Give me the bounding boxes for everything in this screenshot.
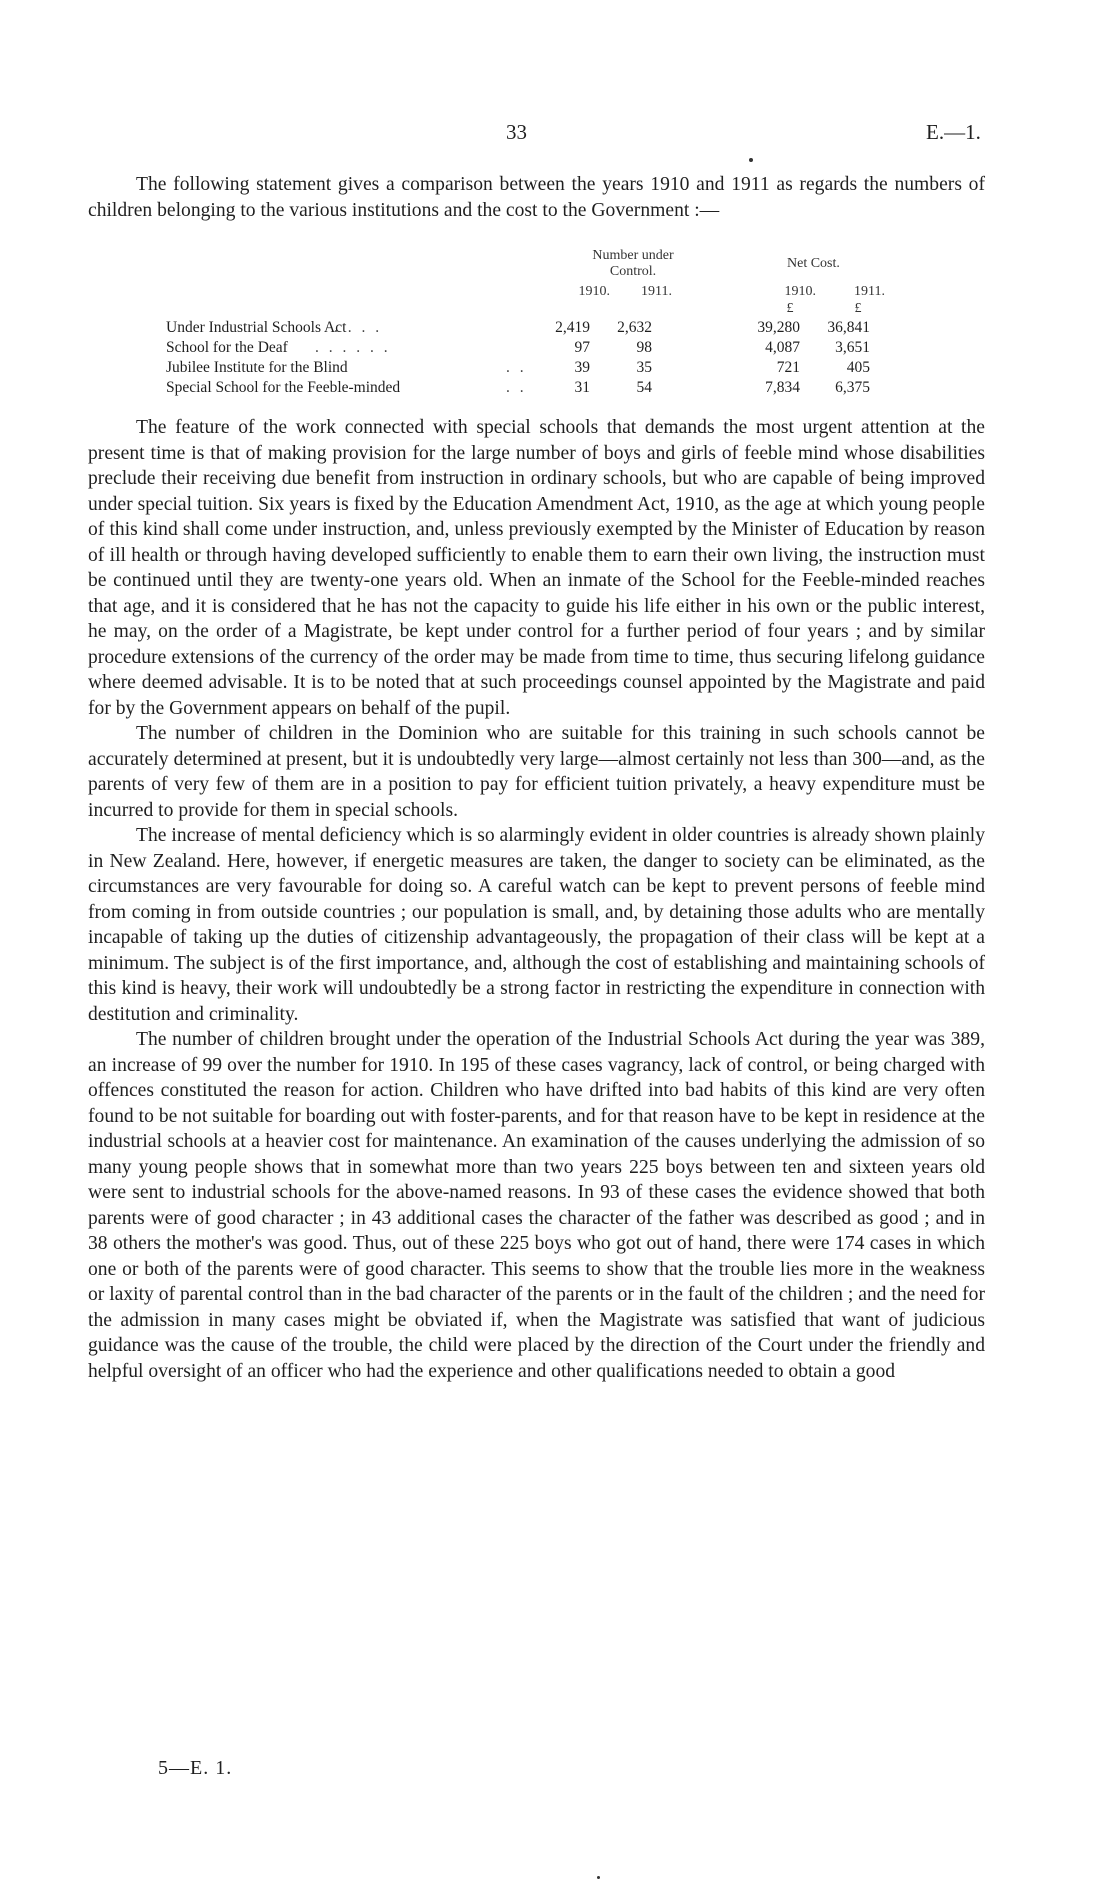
table-row-leader: . . . . [334, 319, 383, 336]
table-cell: 6,375 [835, 379, 870, 396]
table-row-leader: . . [506, 379, 527, 396]
table-row-label: Jubilee Institute for the Blind [166, 359, 348, 376]
currency-symbol: £ [786, 301, 794, 316]
table-cell: 54 [636, 379, 652, 396]
table-cell: 35 [636, 359, 652, 376]
table-cell: 36,841 [827, 319, 870, 336]
year-header: 1911. [641, 284, 672, 299]
body-paragraph: The number of children in the Dominion who are suitable for this training in such schools cannot be accurately determined at present, but it is undoubtedly very large—almost certainly not less than 300—and, as the parents of very few of them are in a position to pay for efficient tuition privately, a heavy expenditure must be incurred to provide for them in special schools. [88, 723, 985, 821]
table-cell: 7,834 [765, 379, 800, 396]
page-number: 33 [506, 120, 527, 144]
year-header: 1910. [578, 284, 610, 299]
intro-paragraph: The following statement gives a comparison between the years 1910 and 1911 as regards the numbers of children belonging to the various institutions and the cost to the Government :— [88, 174, 985, 221]
cost-header: Net Cost. [787, 256, 840, 271]
currency-symbol: £ [854, 301, 862, 316]
document-reference: E.—1. [926, 120, 981, 144]
table-cell: 97 [574, 339, 590, 356]
year-header: 1910. [784, 284, 816, 299]
body-paragraph: The feature of the work connected with special schools that demands the most urgent attention at the present time is that of making provision for the large number of boys and girls of feeble mind whose disabilities preclude their receiving due benefit from instruction in ordinary schools, but who are capable of being improved under special tuition. Six years is fixed by the Education Amendment Act, 1910, as the age at which young people of this kind shall come under instruction, and, unless previously exempted by the Minister of Education by reason of ill health or through having developed sufficiently to enable them to earn their own living, the instruction must be continued until they are twenty-one years old. When an inmate of the School for the Feeble-minded reaches that age, and it is considered that he has not the capacity to guide his life either in his own or the public interest, he may, on the order of a Magistrate, be kept under control for a further period of four years ; and by similar procedure extensions of the currency of the order may be made from time to time, thus securing lifelong guidance where deemed advisable. It is to be noted that at such proceedings counsel appointed by the Magistrate and paid for by the Government appears on behalf of the pupil. [88, 417, 985, 719]
body-text [88, 415, 985, 1384]
table-cell: 98 [636, 339, 652, 356]
table-cell: 2,632 [617, 319, 652, 336]
print-speck [749, 158, 753, 162]
table-cell: 31 [574, 379, 590, 396]
table-row-leader: . . [506, 359, 527, 376]
print-speck [597, 1876, 600, 1879]
table-cell: 405 [846, 359, 870, 376]
table-cell: 2,419 [555, 319, 590, 336]
table-cell: 39 [574, 359, 590, 376]
table-row-leader: . . . . . . [315, 339, 391, 356]
control-header: Number under Control. [592, 248, 674, 279]
table-row-label: School for the Deaf [166, 339, 288, 356]
comparison-table [88, 248, 988, 408]
year-header: 1911. [854, 284, 885, 299]
body-paragraph: The number of children brought under the operation of the Industrial Schools Act during the year was 389, an increase of 99 over the number for 1910. In 195 of these cases vagrancy, lack of control, or being charged with offences constituted the reason for action. Children who have drifted into bad habits of this kind are very often found to be not suitable for boarding out with foster-parents, and for that reason have to be kept in residence at the industrial schools at a heavier cost for maintenance. An examination of the causes underlying the admission of so many young people shows that in somewhat more than two years 225 boys between ten and sixteen years old were sent to industrial schools for the above-named reasons. In 93 of these cases the evidence showed that both parents were of good character ; in 43 additional cases the character of the father was described as good ; and in 38 others the mother's was good. Thus, out of these 225 boys who got out of hand, there were 174 cases in which one or both of the parents were of good character. This seems to show that the trouble lies more in the weakness or laxity of parental control than in the bad character of the parents or in the fault of the children ; and the need for the admission in many cases might be obviated if, when the Magistrate was satisfied that want of judicious guidance was the cause of the trouble, the child were placed by the direction of the Court under the friendly and helpful oversight of an officer who had the experience and other qualifications needed to obtain a good [88, 1029, 985, 1382]
signature-mark: 5—E. 1. [158, 1757, 233, 1779]
body-paragraph: The increase of mental deficiency which is so alarmingly evident in older countries is already shown plainly in New Zealand. Here, however, if energetic measures are taken, the danger to society can be eliminated, as the circumstances are very favourable for doing so. A careful watch can be kept to prevent persons of feeble mind from coming in from outside countries ; our population is small, and, by detaining those adults who are mentally incapable of taking up the duties of citizenship advantageously, the propagation of their class will be kept at a minimum. The subject is of the first importance, and, although the cost of establishing and maintaining schools of this kind is heavy, their work will undoubtedly be a strong factor in restricting the expenditure in connection with destitution and criminality. [88, 825, 985, 1025]
table-cell: 39,280 [757, 319, 800, 336]
table-cell: 3,651 [835, 339, 870, 356]
table-row-label: Special School for the Feeble-minded [166, 379, 401, 396]
table-cell: 4,087 [765, 339, 800, 356]
table-cell: 721 [776, 359, 800, 376]
table-row-label: Under Industrial Schools Act [166, 319, 347, 336]
